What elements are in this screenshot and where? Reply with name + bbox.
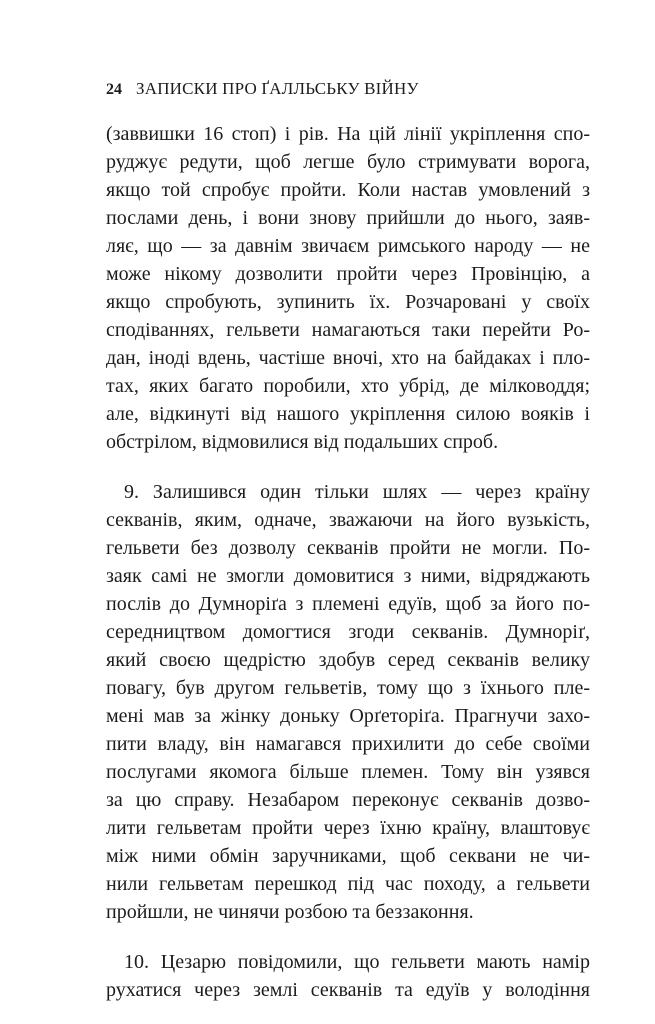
text-line: руджує редути, щоб легше було стримувати ворога, [106,151,590,173]
text-line: гельвети без дозволу секванів пройти не могли. По- [106,537,590,559]
text-line: ляє, що — за давнім звичаєм римського народу — не [106,235,590,257]
text-line: який своєю щедрістю здобув серед секванів велику [106,649,590,671]
text-line: 9. Залишився один тільки шлях — через країну [124,481,590,503]
text-line: сподіваннях, гельвети намагаються таки перейти Ро- [106,319,590,341]
text-line: якщо спробують, зупинить їх. Розчаровані у своїх [106,291,590,313]
text-line: послугами якомога більше племен. Тому він узявся [106,761,590,783]
text-line: послами день, і вони знову прийшли до нього, заяв- [106,207,590,229]
text-line: мені мав за жінку доньку Орґеторіґа. Прагнучи захо- [106,705,590,727]
text-line: якщо той спробує пройти. Коли настав умовлений з [106,179,590,201]
running-title: ЗАПИСКИ ПРО ҐАЛЛЬСЬКУ ВІЙНУ [136,79,419,98]
text-line: між ними обмін заручниками, щоб секвани не чи- [106,845,590,867]
running-head [106,78,419,100]
text-line: послів до Думноріґа з племені едуїв, щоб за його по- [106,593,590,615]
page-number: 24 [106,81,122,98]
text-line: але, відкинуті від нашого укріплення силою вояків і [106,403,590,425]
text-line: обстрілом, відмовилися від подальших спроб. [106,431,499,453]
text-line: заяк самі не змогли домовитися з ними, відряджають [106,565,590,587]
text-line: (заввишки 16 стоп) і рів. На цій лінії укріплення спо- [106,123,590,145]
text-line: за цю справу. Незабаром переконує секванів дозво- [106,789,590,811]
text-line: тах, яких багато поробили, хто убрід, де мілководдя; [106,375,590,397]
text-line: 10. Цезарю повідомили, що гельвети мають намір [124,951,590,973]
text-line: повагу, був другом гельветів, тому що з їхнього пле- [106,677,590,699]
text-line: секванів, яким, одначе, зважаючи на його вузькість, [106,509,590,531]
text-line: може нікому дозволити пройти через Провінцію, а [106,263,590,285]
text-line: середництвом домогтися згоди секванів. Думноріґ, [106,621,590,643]
text-line: рухатися через землі секванів та едуїв у володіння [106,979,590,1001]
text-line: дан, іноді вдень, частіше вночі, хто на байдаках і пло- [106,347,590,369]
text-line: нили гельветам перешкод під час походу, а гельвети [106,873,590,895]
text-line: пройшли, не чинячи розбою та беззаконня. [106,901,474,923]
text-line: пити владу, він намагався прихилити до себе своїми [106,733,590,755]
text-line: лити гельветам пройти через їхню країну, влаштовує [106,817,590,839]
